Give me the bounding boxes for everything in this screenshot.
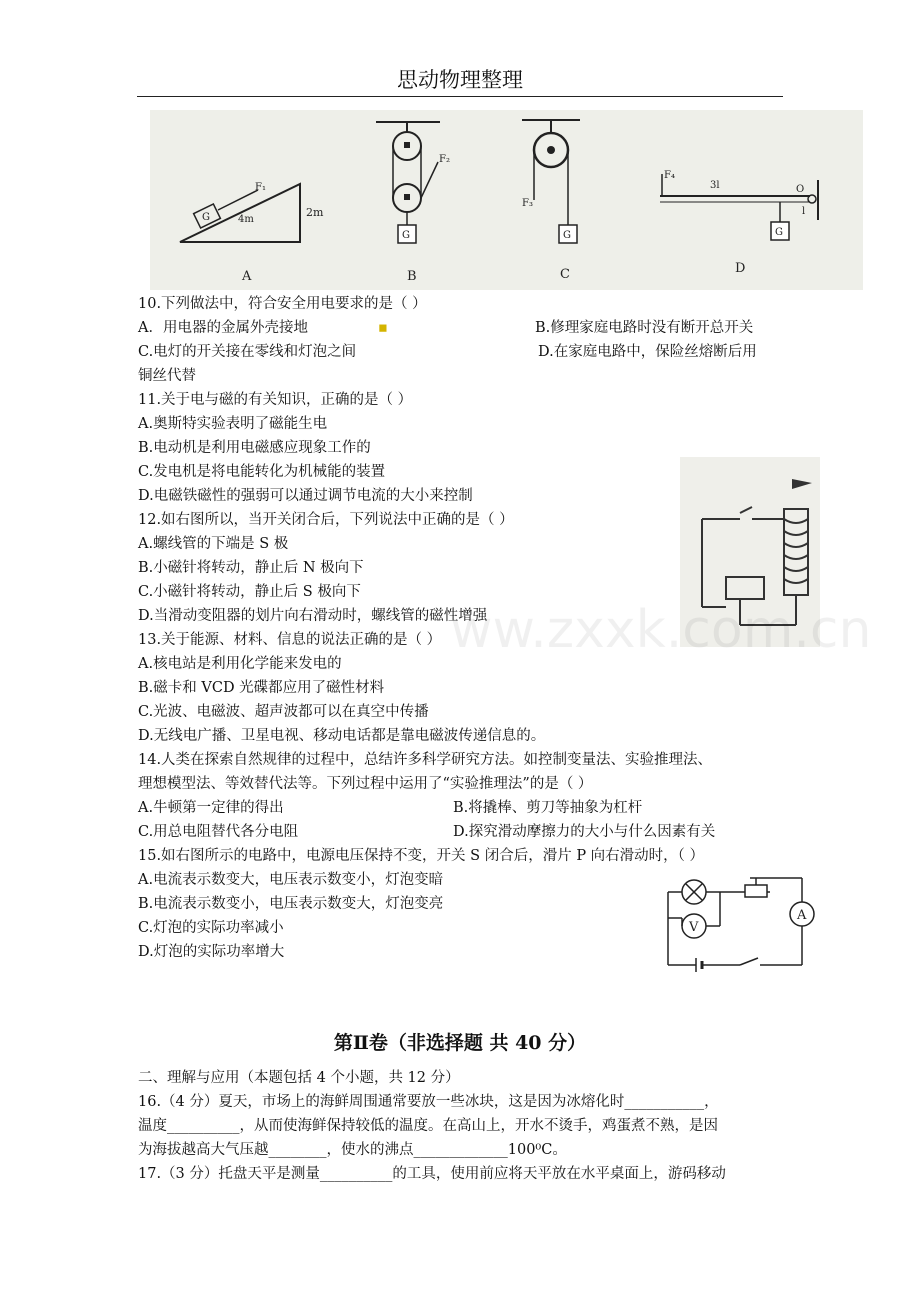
q14-option-b: B.将撬棒、剪刀等抽象为杠杆 (453, 800, 643, 816)
q13-option-c: C.光波、电磁波、超声波都可以在真空中传播 (138, 704, 429, 720)
q10-option-d-cont: 铜丝代替 (138, 368, 196, 384)
figure-a-incline (180, 182, 324, 284)
fig-a-force: F₁ (255, 182, 266, 193)
figure-c-fixed-pulley (522, 120, 580, 282)
q11-stem: 11.关于电与磁的有关知识，正确的是（ ） (138, 392, 413, 408)
q13-option-d: D.无线电广播、卫星电视、移动电话都是靠电磁波传递信息的。 (138, 728, 546, 744)
fig-d-len-a: 3l (710, 180, 720, 191)
q16-line2: 温度__________，从而使海鲜保持较低的温度。在高山上，开水不烫手，鸡蛋煮不熟，是因 (138, 1118, 718, 1134)
fig-d-label: D (735, 261, 746, 276)
q12-option-a: A.螺线管的下端是 S 极 (138, 536, 289, 552)
q14-option-a: A.牛顿第一定律的得出 (138, 800, 284, 816)
section2-title: 第Ⅱ卷（非选择题 共 40 分） (333, 1032, 587, 1054)
q11-option-a: A.奥斯特实验表明了磁能生电 (138, 416, 328, 432)
q11-option-d: D.电磁铁磁性的强弱可以通过调节电流的大小来控制 (138, 488, 473, 504)
fig-b-g: G (402, 230, 410, 241)
q15-stem: 15.如右图所示的电路中，电源电压保持不变，开关 S 闭合后，滑片 P 向右滑动时，（ ） (138, 848, 705, 864)
header-rule (137, 96, 783, 97)
fig-a-label: A (242, 269, 252, 284)
q12-stem: 12.如右图所以，当开关闭合后，下列说法中正确的是（ ） (138, 512, 514, 528)
figure-q15-circuit (660, 870, 820, 975)
q12-option-b: B.小磁针将转动，静止后 N 极向下 (138, 560, 364, 576)
figure-strip-svg (150, 110, 863, 290)
q14-option-d: D.探究滑动摩擦力的大小与什么因素有关 (453, 824, 716, 840)
figure-b-pulleys (376, 122, 450, 284)
fig15-ammeter-label: A (797, 908, 807, 923)
q11-option-b: B.电动机是利用电磁感应现象工作的 (138, 440, 371, 456)
q10-option-d: D.在家庭电路中，保险丝熔断后用 (538, 344, 757, 360)
q15-option-d: D.灯泡的实际功率增大 (138, 944, 285, 960)
fig15-voltmeter-label: V (689, 920, 699, 935)
fig-b-force: F₂ (439, 154, 450, 165)
q15-option-c: C.灯泡的实际功率减小 (138, 920, 284, 936)
figure-d-lever (660, 170, 818, 276)
fig-a-height: 2m (306, 206, 324, 219)
fig-d-pivot: O (796, 184, 805, 195)
q14-stem-cont: 理想模型法、等效替代法等。下列过程中运用了“实验推理法”的是（ ） (138, 776, 593, 792)
q16-line1: 16.（4 分）夏天，市场上的海鲜周围通常要放一些冰块，这是因为冰熔化时___________， (138, 1094, 719, 1110)
q10-stem: 10.下列做法中，符合安全用电要求的是（ ） (138, 296, 427, 312)
fig-c-label: C (560, 267, 570, 282)
fig-b-label: B (407, 269, 417, 284)
q16-line3: 为海拔越高大气压越________，使水的沸点_____________100⁰C。 (138, 1142, 567, 1158)
q14-option-c: C.用总电阻替代各分电阻 (138, 824, 299, 840)
q11-option-c: C.发电机是将电能转化为机械能的装置 (138, 464, 386, 480)
q13-stem: 13.关于能源、材料、信息的说法正确的是（ ） (138, 632, 442, 648)
fig-d-len-b: l (802, 206, 806, 217)
decor-dot: ▪ (378, 319, 388, 336)
fig-d-g: G (775, 227, 783, 238)
q13-option-a: A.核电站是利用化学能来发电的 (138, 656, 342, 672)
q15-option-a: A.电流表示数变大，电压表示数变小，灯泡变暗 (138, 872, 444, 888)
fig-a-slope-len: 4m (238, 214, 254, 225)
fig-d-force: F₄ (664, 170, 675, 181)
q12-option-d: D.当滑动变阻器的划片向右滑动时，螺线管的磁性增强 (138, 608, 488, 624)
q15-option-b: B.电流表示数变小，电压表示数变大，灯泡变亮 (138, 896, 444, 912)
q17-line1: 17.（3 分）托盘天平是测量__________的工具，使用前应将天平放在水平桌面上，游码移动 (138, 1166, 726, 1182)
fig-a-g: G (202, 212, 210, 223)
q13-option-b: B.磁卡和 VCD 光碟都应用了磁性材料 (138, 680, 385, 696)
q10-option-c: C.电灯的开关接在零线和灯泡之间 (138, 344, 357, 360)
figure-strip-abcd (150, 110, 863, 290)
q10-option-a: A．用电器的金属外壳接地 (138, 320, 308, 336)
q12-option-c: C.小磁针将转动，静止后 S 极向下 (138, 584, 361, 600)
section2-part-heading: 二、理解与应用（本题包括 4 个小题，共 12 分） (138, 1070, 460, 1086)
fig-c-g: G (563, 230, 571, 241)
page-header-title: 思动物理整理 (397, 68, 523, 92)
watermark: ww.zxxk.com.cn (450, 600, 872, 660)
q14-stem: 14.人类在探索自然规律的过程中，总结许多科学研究方法。如控制变量法、实验推理法、 (138, 752, 713, 768)
q10-option-b: B.修理家庭电路时没有断开总开关 (535, 320, 754, 336)
fig-c-force: F₃ (522, 198, 533, 209)
figure-q15-svg (660, 870, 820, 975)
